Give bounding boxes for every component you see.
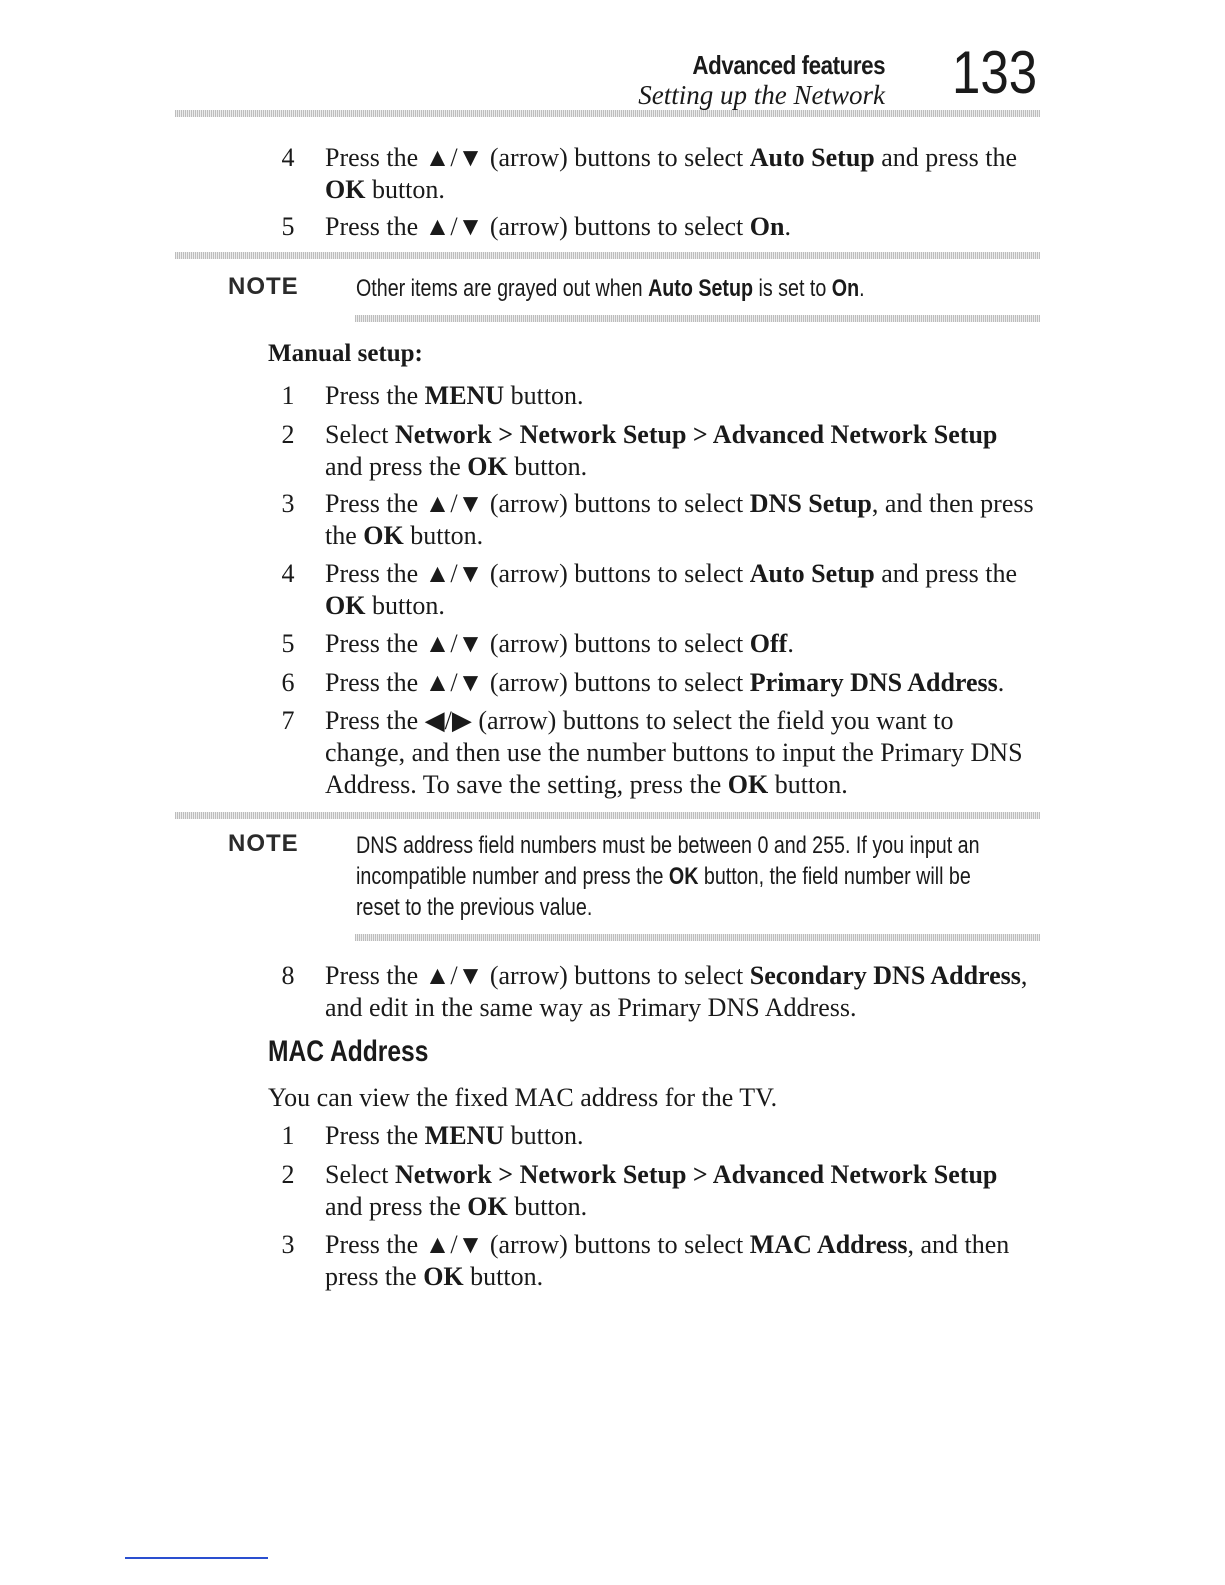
step-text: Press the ▲/▼ (arrow) buttons to select MAC Address, and then press the OK button. <box>325 1230 1010 1291</box>
note-divider-bottom <box>355 934 1040 941</box>
step-number: 7 <box>281 706 295 735</box>
page-number: 133 <box>952 39 1038 106</box>
step-text: Press the MENU button. <box>325 381 584 410</box>
header-divider <box>175 110 1040 117</box>
mac-address-intro: You can view the fixed MAC address for the TV. <box>268 1083 778 1112</box>
step-text: Select Network > Network Setup > Advanced Network Setup and press the OK button. <box>325 1160 998 1221</box>
step-number: 2 <box>281 420 295 449</box>
step-text: Press the ▲/▼ (arrow) buttons to select Primary DNS Address. <box>325 668 1005 697</box>
chapter-title: Advanced features <box>692 50 885 80</box>
note-text: Other items are grayed out when Auto Setup is set to On. <box>356 275 865 302</box>
step-text: Press the ▲/▼ (arrow) buttons to select Auto Setup and press the OK button. <box>325 143 1018 204</box>
step-number: 3 <box>281 1230 295 1259</box>
step-text: Press the ▲/▼ (arrow) buttons to select Off. <box>325 629 794 658</box>
step-number: 2 <box>281 1160 295 1189</box>
step-number: 5 <box>281 212 295 241</box>
step-number: 4 <box>281 559 295 588</box>
step-number: 6 <box>281 668 295 697</box>
step-text: Press the ▲/▼ (arrow) buttons to select Auto Setup and press the OK button. <box>325 559 1018 620</box>
step-text: Press the MENU button. <box>325 1121 584 1150</box>
step-number: 4 <box>281 143 295 172</box>
step-text: Select Network > Network Setup > Advanced Network Setup and press the OK button. <box>325 420 998 481</box>
mac-address-heading: MAC Address <box>268 1035 429 1068</box>
step-number: 1 <box>281 1121 295 1150</box>
step-text: Press the ◀/▶ (arrow) buttons to select the field you want to change, and then use the number buttons to input the Primary DNS Address. To save the setting, press the OK button. <box>325 706 1023 799</box>
section-title: Setting up the Network <box>638 80 885 110</box>
step-text: Press the ▲/▼ (arrow) buttons to select Secondary DNS Address, and edit in the same way as Primary DNS Address. <box>325 961 1028 1022</box>
step-number: 1 <box>281 381 295 410</box>
note-label: NOTE <box>228 830 299 857</box>
note-divider-top <box>175 812 1040 819</box>
step-number: 8 <box>281 961 295 990</box>
step-number: 5 <box>281 629 295 658</box>
note-text: DNS address field numbers must be between 0 and 255. If you input an incompatible number and press the OK button, the field number will be reset to the previous value. <box>356 832 980 921</box>
step-number: 3 <box>281 489 295 518</box>
note-label: NOTE <box>228 273 299 300</box>
manual-setup-heading: Manual setup: <box>268 340 423 367</box>
note-divider-bottom <box>355 315 1040 322</box>
step-text: Press the ▲/▼ (arrow) buttons to select On. <box>325 212 791 241</box>
bottom-underline <box>125 1557 268 1559</box>
step-text: Press the ▲/▼ (arrow) buttons to select DNS Setup, and then press the OK button. <box>325 489 1034 550</box>
note-divider-top <box>175 252 1040 259</box>
